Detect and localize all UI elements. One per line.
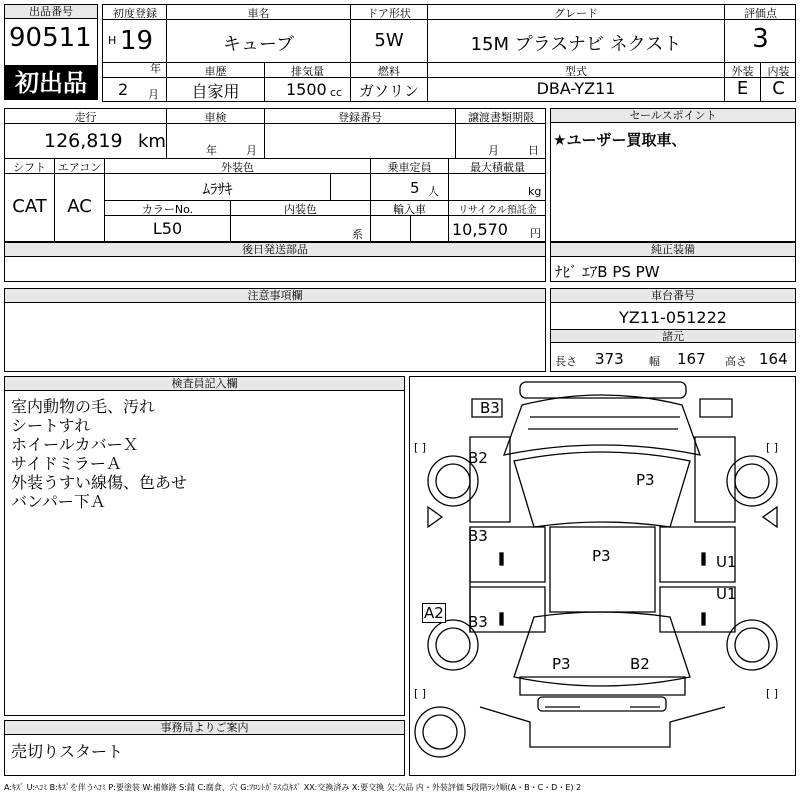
import-label: 輸入車 <box>393 203 426 216</box>
ext-color-label: 外装色 <box>221 161 254 174</box>
divider <box>410 215 411 242</box>
int-color-label: 内装色 <box>284 203 317 216</box>
width-value: 167 <box>677 350 706 368</box>
shift-label: シフト <box>13 161 46 174</box>
office-text: 売切りスタート <box>11 742 124 761</box>
mileage-value: 126,819 <box>44 130 123 152</box>
color-no-label: カラーNo. <box>141 203 194 216</box>
first-reg-label: 初度登録 <box>113 7 157 20</box>
recycle-unit: 円 <box>530 227 541 240</box>
grade-value: 15M プラスナビ ネクスト <box>470 34 682 55</box>
month-unit: 月 <box>148 88 159 101</box>
recycle-value: 10,570 <box>452 220 508 239</box>
damage-mark: P3 <box>552 655 571 673</box>
reg-no-label: 登録番号 <box>338 111 382 124</box>
mileage-label: 走行 <box>74 111 97 124</box>
inspection-year-unit: 年 <box>206 144 217 157</box>
office-box <box>4 720 405 776</box>
transfer-day-unit: 日 <box>528 144 539 157</box>
int-score: C <box>772 78 785 99</box>
notes-box <box>4 288 546 372</box>
damage-mark: A2 <box>424 604 444 622</box>
first-reg-year: 19 <box>120 26 154 56</box>
first-listing-text: 初出品 <box>15 69 87 97</box>
capacity-unit: 人 <box>428 185 439 198</box>
max-load-label: 最大積載量 <box>470 161 525 174</box>
transfer-label: 譲渡書類期限 <box>468 111 534 124</box>
bracket: [ ] <box>766 687 779 700</box>
damage-mark: B3 <box>468 527 488 545</box>
year-unit: 年 <box>150 62 161 75</box>
ext-score: E <box>736 78 749 99</box>
inspector-item: 外装うすい線傷、色あせ <box>11 473 188 492</box>
inspection-month-unit: 月 <box>246 144 257 157</box>
sales-point-label: セールスポイント <box>551 109 795 123</box>
sales-point-text: ★ユーザー買取車、 <box>553 131 687 149</box>
genuine-label: 純正装備 <box>551 243 795 257</box>
width-label: 幅 <box>649 355 660 368</box>
aircon-label: エアコン <box>57 161 102 174</box>
inspector-item: バンパー下Ａ <box>11 492 106 511</box>
fuel-value: ガソリン <box>358 82 419 100</box>
car-diagram-drawing <box>410 377 795 775</box>
capacity-value: 5 <box>410 179 420 197</box>
model-value: DBA-YZ11 <box>536 79 616 98</box>
later-parts-label: 後日発送部品 <box>5 243 545 257</box>
inspection-label: 車検 <box>204 111 227 124</box>
damage-mark: B2 <box>468 449 488 467</box>
displacement-unit: cc <box>330 86 343 99</box>
inspector-label: 検査員記入欄 <box>5 377 404 391</box>
shift-value: CAT <box>12 196 47 217</box>
later-parts-box <box>4 242 546 282</box>
ext-score-label: 外装 <box>731 65 754 78</box>
score-value: 3 <box>752 24 769 54</box>
doors-label: ドア形状 <box>367 7 411 20</box>
inspector-item: サイドミラーＡ <box>11 454 122 473</box>
inspector-item: シートすれ <box>11 416 91 435</box>
chassis-box <box>550 288 796 372</box>
era: H <box>108 34 117 47</box>
genuine-box <box>550 242 796 282</box>
model-label: 型式 <box>565 65 587 78</box>
height-value: 164 <box>759 350 788 368</box>
car-diagram <box>409 376 796 776</box>
max-load-unit: kg <box>528 185 542 198</box>
first-reg-month: 2 <box>118 80 129 99</box>
notes-label: 注意事項欄 <box>5 289 545 303</box>
chassis-value: YZ11-051222 <box>619 308 727 327</box>
bracket: [ ] <box>766 441 779 454</box>
lot-number: 90511 <box>9 23 92 53</box>
sales-point-box <box>550 108 796 242</box>
int-color-unit: 系 <box>352 228 363 241</box>
damage-mark: U1 <box>716 585 737 603</box>
history-label: 車歴 <box>204 65 227 78</box>
bracket: [ ] <box>414 441 427 454</box>
legend: A:ｷｽﾞ U:ﾍｺﾐ B:ｷｽﾞを伴うﾍｺﾐ P:要塗装 W:補修跡 S:錆 C:腐食、穴 G:ﾌﾛﾝﾄｶﾞﾗｽ点ｷｽﾞ XX:交換済み X:要交換 欠:欠品 内・外装評価 5段階ﾗﾝｸ順(A・B・C・D・E) 2 <box>4 783 582 792</box>
chassis-label: 車台番号 <box>551 289 795 303</box>
inspector-list <box>11 397 187 511</box>
inspector-item: 室内動物の毛、汚れ <box>11 397 156 416</box>
inspector-box <box>4 376 405 716</box>
first-listing-badge <box>4 66 98 100</box>
car-name: キューブ <box>222 34 295 55</box>
capacity-label: 乗車定員 <box>387 161 432 174</box>
grade-label: グレード <box>554 7 598 20</box>
transfer-month-unit: 月 <box>488 144 499 157</box>
bracket: [ ] <box>414 687 427 700</box>
damage-mark: P3 <box>592 547 611 565</box>
damage-mark: P3 <box>636 471 655 489</box>
fuel-label: 燃料 <box>378 65 400 78</box>
damage-mark: B3 <box>468 613 488 631</box>
recycle-label: リサイクル預託金 <box>458 205 537 216</box>
damage-mark: B2 <box>630 655 650 673</box>
length-label: 長さ <box>555 355 577 368</box>
height-label: 高さ <box>725 355 747 368</box>
doors-value: 5W <box>374 30 404 51</box>
color-no-value: L50 <box>152 219 183 238</box>
score-label: 評価点 <box>744 7 777 20</box>
car-name-label: 車名 <box>247 7 270 20</box>
lot-number-label: 出品番号 <box>5 5 97 19</box>
dims-label: 諸元 <box>551 329 795 343</box>
ext-color-value: ﾑﾗｻｷ <box>202 180 233 198</box>
history-value: 自家用 <box>191 82 240 101</box>
damage-mark: B3 <box>480 399 500 417</box>
displacement-label: 排気量 <box>291 65 324 78</box>
int-score-label: 内装 <box>767 65 790 78</box>
divider <box>330 173 331 200</box>
office-label: 事務局よりご案内 <box>5 721 404 735</box>
inspector-item: ホイールカバーＸ <box>11 435 139 454</box>
mileage-unit: km <box>138 131 166 152</box>
aircon-value: AC <box>67 196 92 217</box>
displacement-value: 1500 <box>286 80 327 99</box>
genuine-value: ﾅﾋﾞ ｴｱB PS PW <box>555 263 660 281</box>
length-value: 373 <box>595 350 624 368</box>
lot-number-box <box>4 4 98 66</box>
damage-mark: U1 <box>716 553 737 571</box>
